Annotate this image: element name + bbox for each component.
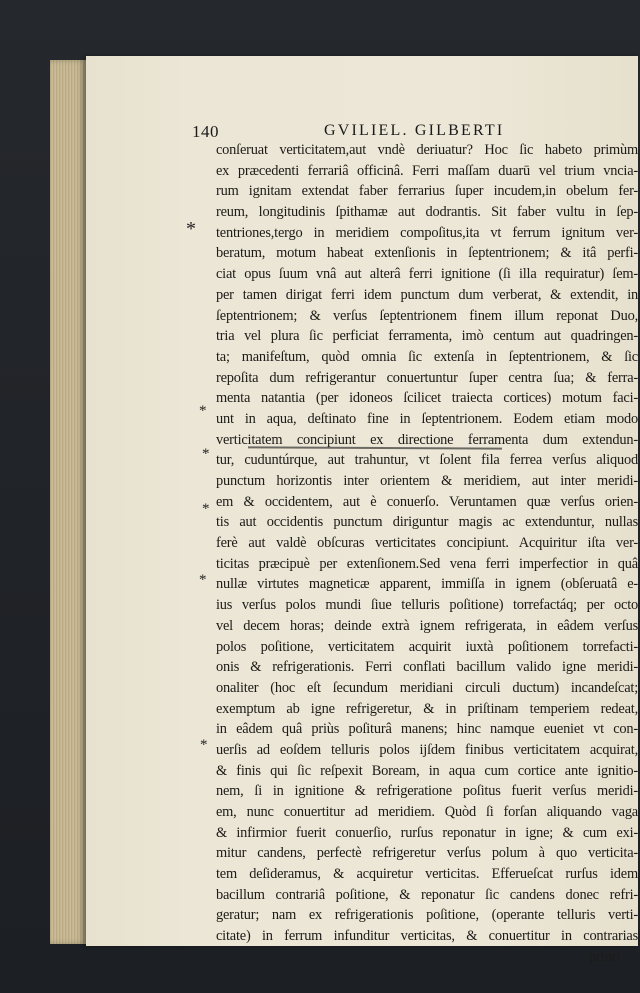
body-text (216, 140, 638, 968)
text-line: bacillum contrariâ poſitione, & reponatur ſic candens donec refri- (216, 886, 638, 903)
text-line: uerſis ad eoſdem telluris polos ijſdem finibus verticitatem acquirat, (216, 741, 638, 758)
book-page (86, 56, 638, 965)
text-line: menta natantia (per idoneos ſcilicet traiecta cortices) motum faci- (216, 390, 638, 407)
text-line: ta; manifeſtum, quòd omnia ſic extenſa in ſeptentrionem, & ſic (216, 348, 638, 365)
text-line: verticitatem concipiunt ex directione ferramenta dum extendun- (216, 431, 638, 448)
text-line: conſeruat verticitatem,aut vndè deriuatur? Hoc ſic habeto primùm (216, 142, 638, 158)
text-line: & infirmior fuerit conuerſio, rurſus reponatur in igne; & cum exi- (216, 824, 638, 841)
page-number: 140 (192, 122, 219, 141)
text-line: ciat opus ſuum vnâ aut alterâ ferri ignitione (ſi illa requiratur) ſem- (216, 266, 638, 283)
text-line: geratur; nam ex refrigerationis poſitione, (operante telluris verti- (216, 907, 638, 924)
text-line: unt in aqua, deſtinato fine in ſeptentrionem. Eodem etiam modo (216, 410, 638, 427)
marginal-asterisk: * (186, 218, 196, 240)
book (50, 56, 638, 965)
page-header (86, 122, 638, 142)
text-line: ex præcedenti ferrariâ officinâ. Ferri maſſam duarū vel trium vncia- (216, 162, 638, 179)
text-line: vel decem horas; deinde extrà ignem refrigerata, in eâdem verſus (216, 617, 638, 634)
text-line: nem, ſi in ignitione & refrigeratione poſitus fuerit verſus meridi- (216, 783, 638, 800)
marginal-asterisk: * (199, 572, 207, 588)
text-line: repoſita dum refrigerantur conuertuntur ſuper centra ſua; & ferra- (216, 369, 638, 386)
page-edges (50, 60, 86, 944)
text-line: tis aut occidentis punctum diriguntur magis ac extenduntur, nullas (216, 514, 638, 531)
text-line: em, nunc conuertitur ad meridiem. Quòd ſi forſan aliquando vaga (216, 804, 638, 820)
text-line: tur, cuduntúrque, aut trahuntur, vt ſolent fila ferrea verſus aliquod (216, 452, 638, 469)
text-line: exemptum ab igne refrigeretur, & in priſtinam temperiem redeat, (216, 700, 638, 717)
marginal-asterisk: * (200, 737, 208, 753)
text-line: onis & refrigerationis. Ferri conflati bacillum valido igne meridi- (216, 659, 638, 676)
text-line: ſeptentrionem; & verſus ſeptentrionem finem illum reponat Duo, (216, 307, 638, 324)
text-line: tria vel plura ſic perficiat ferramenta, imò centum aut quadringen- (216, 328, 638, 345)
text-line: tem deſideramus, & acquiretur verticitas. Efferueſcat rurſus idem (216, 866, 638, 883)
text-line: rum ignitam extendat faber ferrarius ſuper incudem,in obelum fer- (216, 183, 638, 200)
text-line: reum, longitudinis ſpithamæ aut dodrantis. Sit faber vultu in ſep- (216, 204, 638, 221)
text-line: em & occidentem, aut è conuerſo. Veruntamen quæ verſus orien- (216, 493, 638, 510)
text-line: tentriones,tergo in meridiem compoſitus,ita vt ferrum ignitum ver- (216, 224, 638, 241)
text-line: polos poſitione, verticitatem acquirit iuxtà poſitionem torrefacti- (216, 638, 638, 655)
text-line: beratum, motum habeat extenſionis in ſeptentrionem; & itâ perfi- (216, 245, 638, 262)
catchword: priori (589, 948, 620, 965)
text-line: punctum horizontis inter orientem & meridiem, aut inter meridi- (216, 473, 638, 489)
text-line: mitur candens, perfectè refrigeretur verſus polum à quo verticita- (216, 845, 638, 862)
text-line: in eâdem quâ priùs poſiturâ manens; hinc namque eueniet vt con- (216, 721, 638, 738)
text-line: per tamen dirigat ferri idem punctum dum verberat, & extendit, in (216, 286, 638, 303)
marginal-asterisk: * (202, 501, 210, 517)
text-line: ticitas præcipuè per extenſionem.Sed vena ferri imperfectior in quâ (216, 555, 638, 572)
text-line: ius verſus polos mundi ſiue telluris poſitione) torrefactáq; per octo (216, 597, 638, 614)
marginal-asterisk: * (199, 403, 207, 419)
running-head: GVILIEL. GILBERTI (324, 122, 505, 139)
text-line: ferè aut valdè obſcuras verticitates concipiunt. Acquiritur iſta ver- (216, 535, 638, 552)
text-line: onaliter (hoc eſt ſecundum meridiani circuli ductum) incandeſcat; (216, 679, 638, 696)
text-line: nullæ virtutes magneticæ apparent, immiſſa in ignem (obſeruatâ e- (216, 576, 638, 593)
text-line: & finis qui ſic reſpexit Boream, in aqua cum cortice ante ignitio- (216, 762, 638, 779)
text-line: citate) in ferrum infunditur verticitas, & conuertitur in contrarias (216, 928, 638, 945)
marginal-asterisk: * (202, 446, 210, 462)
